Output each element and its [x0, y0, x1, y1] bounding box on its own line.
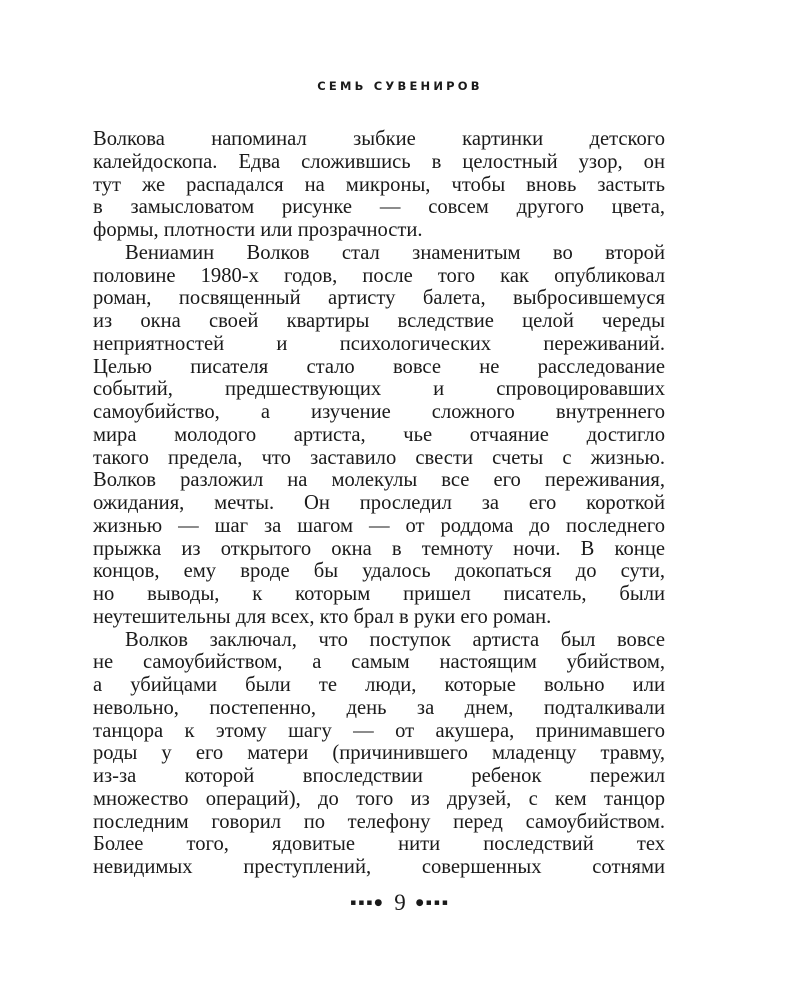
body-text	[93, 128, 665, 879]
text-line: Волков разложил на молекулы все его переживания,	[93, 469, 665, 492]
text-line: Целью писателя стало вовсе не расследование	[93, 355, 665, 378]
text-line: в замысловатом рисунке — совсем другого цвета,	[93, 196, 665, 219]
text-line: роман, посвященный артисту балета, выбросившемуся	[93, 287, 665, 310]
text-line: последним говорил по телефону перед самоубийством.	[93, 810, 665, 833]
text-line: событий, предшествующих и спровоцировавших	[93, 378, 665, 401]
paragraph	[93, 629, 665, 879]
text-line: Волков заключал, что поступок артиста был вовсе	[125, 628, 665, 651]
running-head: СЕМЬ СУВЕНИРОВ	[317, 79, 483, 93]
text-line: формы, плотности или прозрачности.	[93, 219, 423, 241]
left-ornament-icon: ▪▪▪●	[350, 897, 385, 908]
text-line: концов, ему вроде бы удалось докопаться до сути,	[93, 560, 665, 583]
text-line: такого предела, что заставило свести счеты с жизнью.	[93, 446, 665, 469]
text-line: но выводы, к которым пришел писатель, были	[93, 583, 665, 605]
text-line: Волкова напоминал зыбкие картинки детского	[93, 128, 665, 150]
text-line: половине 1980-х годов, после того как опубликовал	[93, 264, 665, 287]
text-line: роды у его матери (причинившего младенцу травму,	[93, 742, 665, 765]
text-line: мира молодого артиста, чье отчаяние достигло	[93, 423, 665, 446]
page-number: 9	[394, 890, 406, 915]
text-line: ожидания, мечты. Он проследил за его короткой	[93, 492, 665, 514]
text-line: неутешительны для всех, кто брал в руки его роман.	[93, 605, 552, 628]
text-line: множество операций), до того из друзей, с кем танцор	[93, 787, 665, 810]
text-line: из окна своей квартиры вследствие целой череды	[93, 310, 665, 332]
right-ornament-icon: ●▪▪▪	[415, 897, 450, 908]
text-line: неприятностей и психологических переживаний.	[93, 332, 665, 355]
text-line: танцора к этому шагу — от акушера, принимавшего	[93, 719, 665, 742]
text-line: самоубийство, а изучение сложного внутреннего	[93, 401, 665, 423]
text-line: из-за которой впоследствии ребенок пережил	[93, 765, 665, 787]
text-line: невидимых преступлений, совершенных сотнями	[93, 856, 665, 878]
text-line: калейдоскопа. Едва сложившись в целостный узор, он	[93, 150, 665, 173]
text-line: невольно, постепенно, день за днем, подталкивали	[93, 696, 665, 719]
text-line: тут же распадался на микроны, чтобы вновь застыть	[93, 173, 665, 196]
paragraph	[93, 128, 665, 242]
text-line: жизнью — шаг за шагом — от роддома до последнего	[93, 514, 665, 537]
text-line: Более того, ядовитые нити последствий тех	[93, 833, 665, 856]
paragraph	[93, 242, 665, 629]
text-line: прыжка из открытого окна в темноту ночи. В конце	[93, 537, 665, 560]
text-line: не самоубийством, а самым настоящим убийством,	[93, 651, 665, 674]
text-line: а убийцами были те люди, которые вольно или	[93, 674, 665, 696]
text-line: Вениамин Волков стал знаменитым во второй	[125, 241, 665, 264]
page-number-footer	[0, 890, 800, 918]
